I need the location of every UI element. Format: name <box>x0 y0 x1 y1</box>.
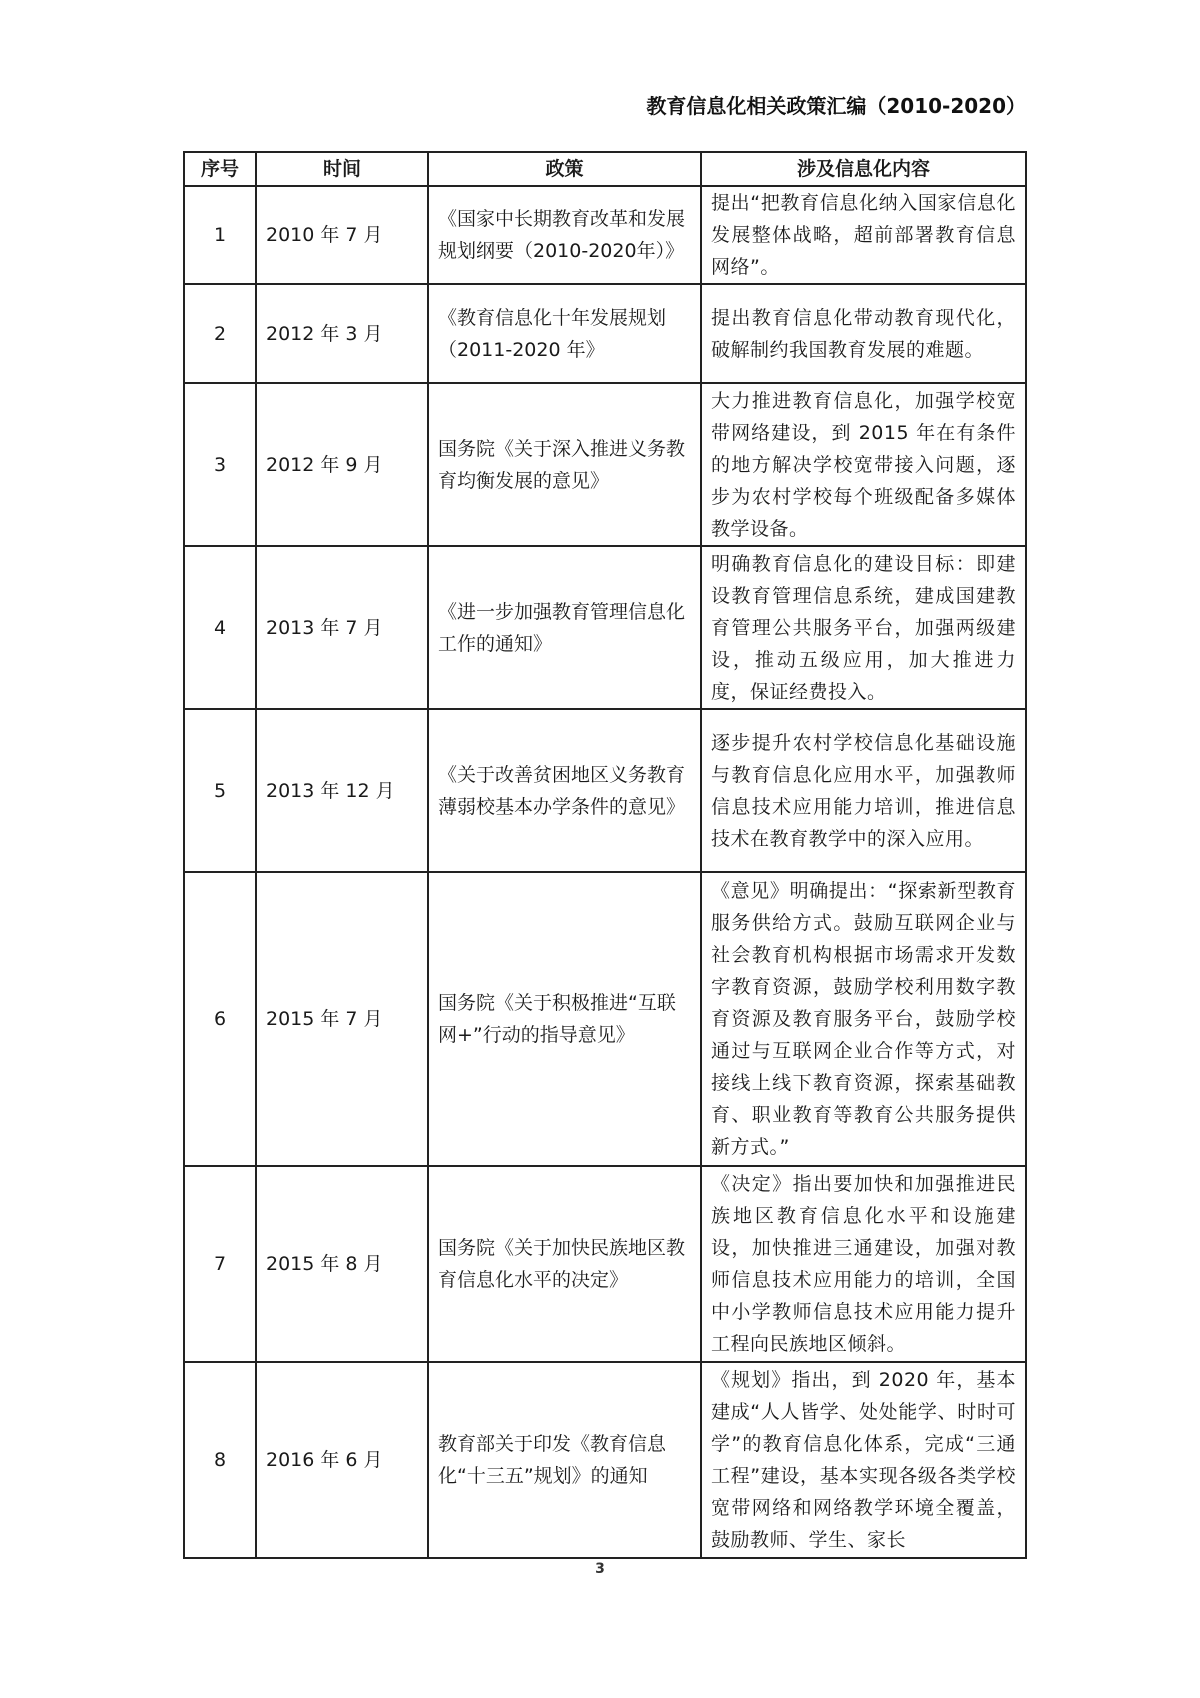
row-policy-name: 国务院《关于加快民族地区教育信息化水平的决定》 <box>428 1166 701 1362</box>
row-time: 2013 年 12 月 <box>256 709 428 872</box>
row-policy-name: 《国家中长期教育改革和发展规划纲要（2010-2020年）》 <box>428 186 701 284</box>
row-policy-name: 《进一步加强教育管理信息化工作的通知》 <box>428 546 701 709</box>
page-number: 3 <box>595 1561 605 1577</box>
table-row <box>184 284 1026 383</box>
column-header-no: 序号 <box>184 152 256 186</box>
row-number: 2 <box>184 284 256 383</box>
row-time: 2013 年 7 月 <box>256 546 428 709</box>
column-header-content: 涉及信息化内容 <box>701 152 1026 186</box>
row-content: 提出教育信息化带动教育现代化，破解制约我国教育发展的难题。 <box>701 284 1026 383</box>
table-row <box>184 186 1026 284</box>
row-time: 2015 年 8 月 <box>256 1166 428 1362</box>
column-header-time: 时间 <box>256 152 428 186</box>
row-policy-name: 《关于改善贫困地区义务教育薄弱校基本办学条件的意见》 <box>428 709 701 872</box>
row-time: 2010 年 7 月 <box>256 186 428 284</box>
policy-table <box>183 151 1027 1559</box>
row-time: 2012 年 9 月 <box>256 383 428 546</box>
row-policy-name: 《教育信息化十年发展规划（2011-2020 年》 <box>428 284 701 383</box>
row-time: 2015 年 7 月 <box>256 872 428 1166</box>
table-row <box>184 383 1026 546</box>
table-row <box>184 546 1026 709</box>
row-content: 大力推进教育信息化，加强学校宽带网络建设，到 2015 年在有条件的地方解决学校宽带接入问题，逐步为农村学校每个班级配备多媒体教学设备。 <box>701 383 1026 546</box>
row-number: 5 <box>184 709 256 872</box>
row-number: 7 <box>184 1166 256 1362</box>
row-policy-name: 国务院《关于深入推进义务教育均衡发展的意见》 <box>428 383 701 546</box>
row-content: 《意见》明确提出：“探索新型教育服务供给方式。鼓励互联网企业与社会教育机构根据市场需求开发数字教育资源，鼓励学校利用数字教育资源及教育服务平台，鼓励学校通过与互联网企业合作等方式，对接线上线下教育资源，探索基础教育、职业教育等教育公共服务提供新方式。” <box>701 872 1026 1166</box>
row-content: 逐步提升农村学校信息化基础设施与教育信息化应用水平，加强教师信息技术应用能力培训，推进信息技术在教育教学中的深入应用。 <box>701 709 1026 872</box>
column-header-policy: 政策 <box>428 152 701 186</box>
row-time: 2016 年 6 月 <box>256 1362 428 1558</box>
row-number: 3 <box>184 383 256 546</box>
row-content: 《决定》指出要加快和加强推进民族地区教育信息化水平和设施建设，加快推进三通建设，加强对教师信息技术应用能力的培训，全国中小学教师信息技术应用能力提升工程向民族地区倾斜。 <box>701 1166 1026 1362</box>
row-policy-name: 国务院《关于积极推进“互联网+”行动的指导意见》 <box>428 872 701 1166</box>
row-content: 《规划》指出，到 2020 年，基本建成“人人皆学、处处能学、时时可学”的教育信息化体系，完成“三通工程”建设，基本实现各级各类学校宽带网络和网络教学环境全覆盖，鼓励教师、学生、家长 <box>701 1362 1026 1558</box>
row-number: 8 <box>184 1362 256 1558</box>
table-header-row <box>184 152 1026 186</box>
table-row <box>184 1362 1026 1558</box>
table-row <box>184 1166 1026 1362</box>
row-content: 明确教育信息化的建设目标：即建设教育管理信息系统，建成国建教育管理公共服务平台，加强两级建设，推动五级应用，加大推进力度，保证经费投入。 <box>701 546 1026 709</box>
row-content: 提出“把教育信息化纳入国家信息化发展整体战略，超前部署教育信息网络”。 <box>701 186 1026 284</box>
document-header-title: 教育信息化相关政策汇编（2010-2020） <box>646 94 1026 118</box>
table-row <box>184 872 1026 1166</box>
row-number: 4 <box>184 546 256 709</box>
row-time: 2012 年 3 月 <box>256 284 428 383</box>
row-policy-name: 教育部关于印发《教育信息化“十三五”规划》的通知 <box>428 1362 701 1558</box>
table-row <box>184 709 1026 872</box>
row-number: 6 <box>184 872 256 1166</box>
row-number: 1 <box>184 186 256 284</box>
